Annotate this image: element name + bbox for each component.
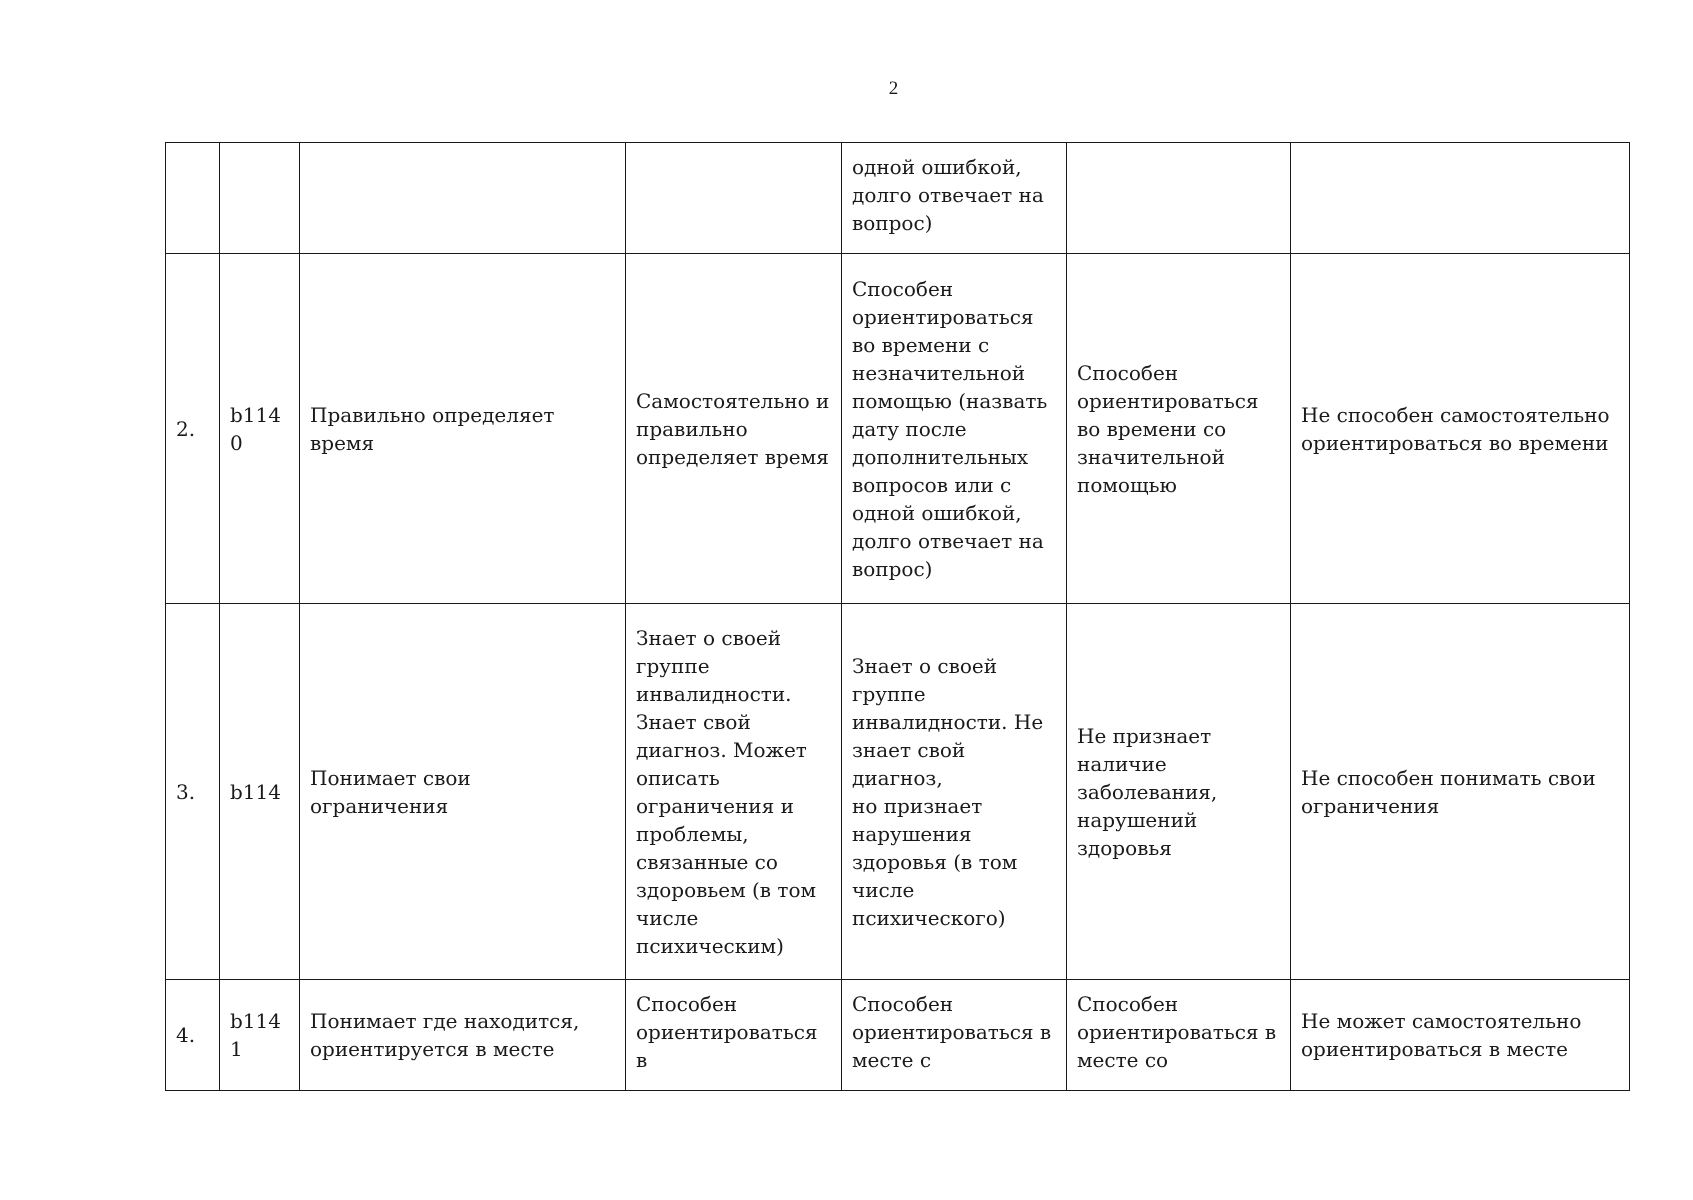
level-3-cell: Способен ориентироваться во времени со значительной помощью — [1067, 254, 1291, 604]
level-3-cell: Не признает наличие заболевания, нарушений здоровья — [1067, 604, 1291, 980]
level-2-cell: Способен ориентироваться во времени с незначительной помощью (назвать дату после дополнительных вопросов или с одной ошибкой, долго отвечает на вопрос) — [842, 254, 1067, 604]
criterion-cell — [300, 143, 626, 254]
code-cell: b114 1 — [220, 980, 300, 1091]
level-1-cell — [626, 143, 842, 254]
row-number-cell — [166, 143, 220, 254]
level-4-cell — [1291, 143, 1630, 254]
level-4-cell: Не способен понимать свои ограничения — [1291, 604, 1630, 980]
level-2-cell: Знает о своей группе инвалидности. Не знает свой диагноз, но признает нарушения здоровья (в том числе психического) — [842, 604, 1067, 980]
table-row — [166, 980, 1630, 1091]
table-row — [166, 254, 1630, 604]
code-cell — [220, 143, 300, 254]
level-4-cell: Не способен самостоятельно ориентироваться во времени — [1291, 254, 1630, 604]
level-1-cell: Способен ориентироваться в — [626, 980, 842, 1091]
row-number-cell: 3. — [166, 604, 220, 980]
page-number: 2 — [888, 78, 899, 99]
level-3-cell — [1067, 143, 1291, 254]
table-row — [166, 604, 1630, 980]
row-number-cell: 2. — [166, 254, 220, 604]
criterion-cell: Правильно определяет время — [300, 254, 626, 604]
code-cell: b114 — [220, 604, 300, 980]
table-row — [166, 143, 1630, 254]
level-2-cell: одной ошибкой, долго отвечает на вопрос) — [842, 143, 1067, 254]
row-number-cell: 4. — [166, 980, 220, 1091]
criterion-cell: Понимает свои ограничения — [300, 604, 626, 980]
assessment-table — [165, 142, 1630, 1091]
level-1-cell: Знает о своей группе инвалидности. Знает свой диагноз. Может описать ограничения и проблемы, связанные со здоровьем (в том числе психическим) — [626, 604, 842, 980]
level-1-cell: Самостоятельно и правильно определяет время — [626, 254, 842, 604]
level-3-cell: Способен ориентироваться в месте со — [1067, 980, 1291, 1091]
level-2-cell: Способен ориентироваться в месте с — [842, 980, 1067, 1091]
code-cell: b114 0 — [220, 254, 300, 604]
criterion-cell: Понимает где находится, ориентируется в месте — [300, 980, 626, 1091]
level-4-cell: Не может самостоятельно ориентироваться в месте — [1291, 980, 1630, 1091]
